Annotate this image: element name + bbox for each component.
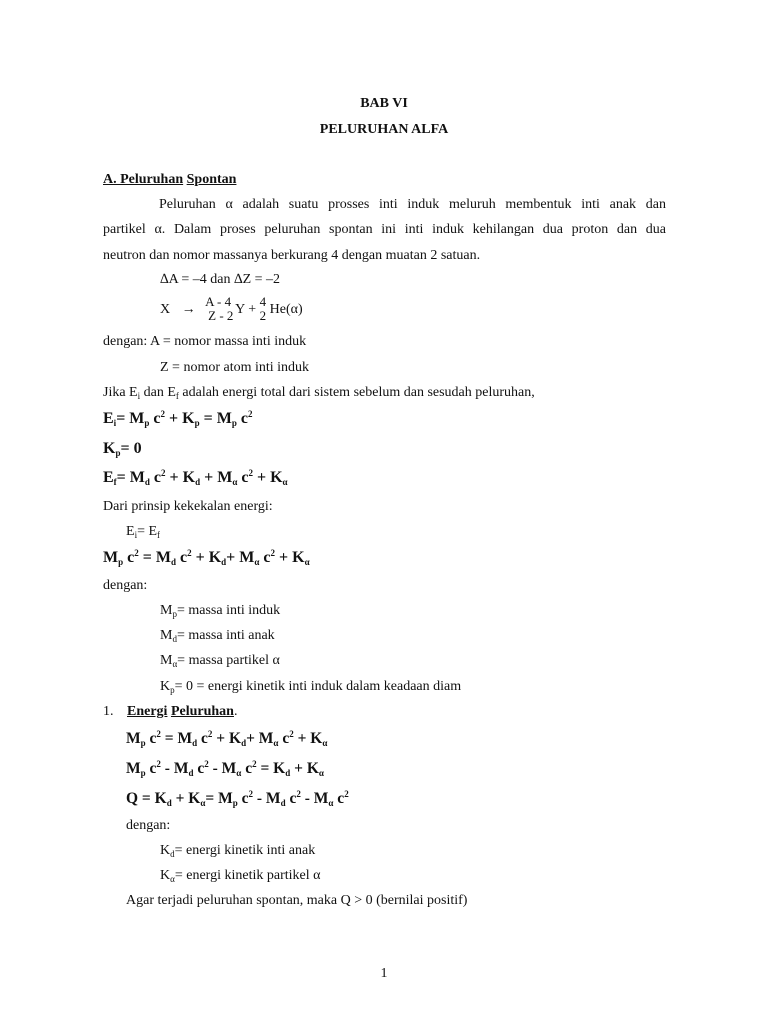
page-number: 1	[380, 966, 388, 981]
chapter-label: BAB VI	[360, 96, 408, 111]
z-def: Z = nomor atom inti induk	[160, 360, 310, 375]
agar-sentence: Agar terjadi peluruhan spontan, maka Q > 0 (bernilai positif)	[126, 893, 468, 908]
section-1-heading: 1. Energi Peluruhan.	[103, 704, 238, 719]
eq-energy-2: $M_p$ $c^2 - M_d$ $c^2 - M_\alpha$ $c^2 = K_d + K_\alpha$	[126, 759, 324, 778]
helium-isotope	[260, 296, 270, 324]
def-mp: $M_p=$ massa inti induk	[160, 603, 281, 619]
def-ma: $M_\alpha=$ massa partikel α	[160, 653, 280, 669]
eq-ef: $E_f= M_d$ $c^2 + K_d + M_\alpha$ $c^2 + K_\alpha$	[103, 468, 288, 487]
eq-ei: $E_i= M_p$ $c^2 + K_p = M_p$ $c^2$	[103, 409, 253, 428]
daughter-isotope	[205, 296, 235, 324]
dengan-label: dengan:	[103, 578, 148, 593]
jika-sentence: Jika $E_i$ dan $E_f$ adalah energi total dari sistem sebelum dan sesudah peluruhan,	[103, 385, 535, 401]
helium-mass: 4	[259, 294, 267, 309]
def-md: $M_d=$ massa inti anak	[160, 628, 275, 644]
daughter-mass: A - 4	[205, 294, 232, 309]
para-line-2: partikel α. Dalam proses peluruhan spontan ini inti induk kehilangan dua proton dan dua	[103, 222, 666, 237]
chapter-title: PELURUHAN ALFA	[319, 122, 449, 137]
eq-energy-1: $M_p$ $c^2 = M_d$ $c^2 + K_d+ M_\alpha$ $c^2 + K_\alpha$	[126, 729, 328, 748]
eq-q-value: $Q = K_d + K_\alpha= M_p$ $c^2 - M_d$ $c^2 - M_\alpha$ $c^2$	[126, 789, 349, 808]
dengan-a-def: dengan: A = nomor massa inti induk	[103, 334, 307, 349]
helium-symbol: He(α)	[269, 302, 303, 318]
section-a-heading	[103, 172, 236, 188]
prinsip-text: Dari prinsip kekekalan energi:	[103, 499, 273, 514]
daughter-charge: Z - 2	[208, 308, 234, 323]
parent-nucleus: X	[160, 302, 171, 318]
def-ka: $K_\alpha=$ energi kinetik partikel α	[160, 868, 321, 884]
dengan-label-2: dengan:	[126, 818, 171, 833]
para-line-1: Peluruhan α adalah suatu prosses inti induk meluruh membentuk inti anak dan	[159, 197, 666, 212]
daughter-symbol: Y +	[235, 302, 257, 318]
para-line-3: neutron dan nomor massanya berkurang 4 dengan muatan 2 satuan.	[103, 248, 481, 263]
section-1-number: 1.	[103, 704, 114, 719]
section-a-heading-prefix: A. Peluruhan	[103, 172, 184, 187]
helium-charge: 2	[259, 308, 267, 323]
def-kp: $K_p= 0$ = energi kinetik inti induk dalam keadaan diam	[160, 679, 462, 695]
section-a-heading-word: Spontan	[186, 172, 237, 187]
decay-reaction	[160, 296, 303, 324]
eq-conservation: $M_p$ $c^2 = M_d$ $c^2 + K_d+ M_\alpha$ $c^2 + K_\alpha$	[103, 548, 310, 567]
eq-ei-ef: $E_i= E_f$	[126, 524, 161, 540]
eq-kp: $K_p= 0$	[103, 440, 142, 458]
def-kd: $K_d=$ energi kinetik inti anak	[160, 843, 316, 859]
delta-relation: ∆A = –4 dan ∆Z = –2	[160, 272, 281, 287]
arrow-icon: →	[181, 302, 196, 318]
